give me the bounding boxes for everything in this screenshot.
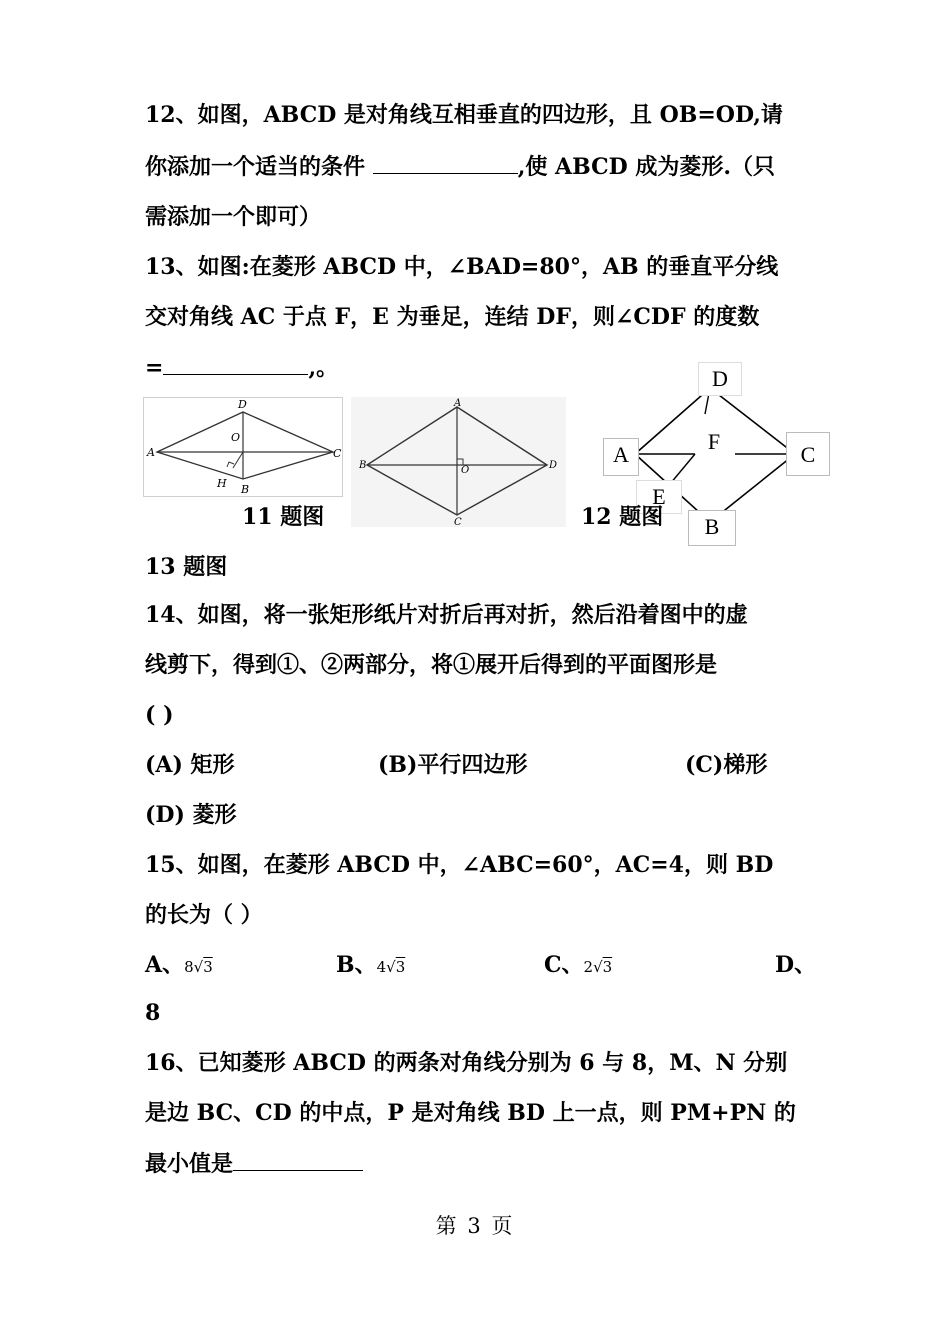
q14-answer-paren: ( )	[145, 702, 174, 728]
q15-option-d-value: 8	[145, 1000, 161, 1026]
fig11-caption: 11 题图	[242, 504, 325, 530]
fig12-label-o: O	[461, 465, 470, 476]
fig13-label-e: E	[636, 480, 682, 514]
q12-line1: 12、如图，ABCD 是对角线互相垂直的四边形，且 OB=OD,请	[145, 102, 783, 128]
q14-option-b[interactable]: (B)平行四边形	[378, 752, 528, 778]
q12-line3: 需添加一个即可）	[145, 204, 322, 230]
q13-answer-blank[interactable]	[163, 352, 308, 375]
q15-option-d[interactable]: D、	[775, 952, 817, 978]
q14-line1: 14、如图，将一张矩形纸片对折后再对折，然后沿着图中的虚	[145, 602, 748, 628]
fig11-label-h: H	[217, 477, 227, 490]
page-number: 第 3 页	[435, 1214, 515, 1238]
fig12-label-b: B	[359, 460, 367, 471]
q12-answer-blank[interactable]	[373, 151, 518, 174]
fig12-label-a: A	[454, 398, 462, 409]
q16-line1: 16、已知菱形 ABCD 的两条对角线分别为 6 与 8，M、N 分别	[145, 1050, 788, 1076]
q14-option-a[interactable]: (A) 矩形	[145, 752, 235, 778]
q13-line1: 13、如图:在菱形 ABCD 中，∠BAD=80°，AB 的垂直平分线	[145, 254, 779, 280]
q12-line2	[145, 151, 775, 182]
q15-line1: 15、如图，在菱形 ABCD 中，∠ABC=60°，AC=4，则 BD	[145, 852, 774, 878]
q16-line3	[145, 1148, 363, 1179]
q12-line2-text: 你添加一个适当的条件	[145, 154, 366, 180]
q13-line3	[145, 352, 338, 383]
fig11-label-o: O	[231, 431, 241, 444]
q15-option-c-value: 2√3	[583, 958, 613, 976]
q15-option-c[interactable]	[544, 950, 612, 982]
fig12-label-d: D	[549, 460, 558, 471]
q13-equals: =	[145, 355, 164, 381]
fig13-label-c: C	[786, 432, 830, 476]
q16-line3-text: 最小值是	[145, 1151, 234, 1177]
fig13-label-a: A	[603, 438, 639, 476]
q15-option-c-label: C、	[544, 952, 584, 978]
fig13-label-d: D	[698, 362, 742, 396]
q14-option-c[interactable]: (C)梯形	[685, 752, 768, 778]
fig11-label-b: B	[241, 483, 250, 496]
fig12-caption: 12 题图	[581, 504, 664, 530]
fig12-label-c: C	[454, 517, 462, 527]
q15-option-b-label: B、	[336, 952, 377, 978]
figure-12	[351, 397, 566, 527]
q12-line2-tail: ,使 ABCD 成为菱形.（只	[517, 154, 775, 180]
q15-option-b[interactable]	[336, 950, 405, 982]
fig13-label-f: F	[707, 429, 721, 454]
q16-answer-blank[interactable]	[233, 1148, 363, 1171]
q13-line3-tail: ,。	[308, 355, 339, 381]
q16-line2: 是边 BC、CD 的中点，P 是对角线 BD 上一点，则 PM+PN 的	[145, 1100, 796, 1126]
figure-11	[143, 397, 343, 497]
q15-option-b-value: 4√3	[376, 958, 406, 976]
fig11-label-c: C	[333, 447, 342, 460]
fig11-label-a: A	[147, 446, 155, 459]
q14-line2: 线剪下，得到①、②两部分，将①展开后得到的平面图形是	[145, 652, 718, 678]
q14-option-d[interactable]: (D) 菱形	[145, 802, 237, 828]
q13-line2: 交对角线 AC 于点 F，E 为垂足，连结 DF，则∠CDF 的度数	[145, 304, 760, 330]
q15-line2: 的长为（ ）	[145, 902, 263, 928]
fig13-caption: 13 题图	[145, 554, 228, 580]
q15-option-a-value: 8√3	[184, 958, 213, 976]
q15-option-a-label: A、	[145, 952, 185, 978]
fig13-label-b: B	[688, 510, 736, 546]
fig11-label-d: D	[238, 398, 247, 411]
q15-option-a[interactable]	[145, 950, 213, 982]
